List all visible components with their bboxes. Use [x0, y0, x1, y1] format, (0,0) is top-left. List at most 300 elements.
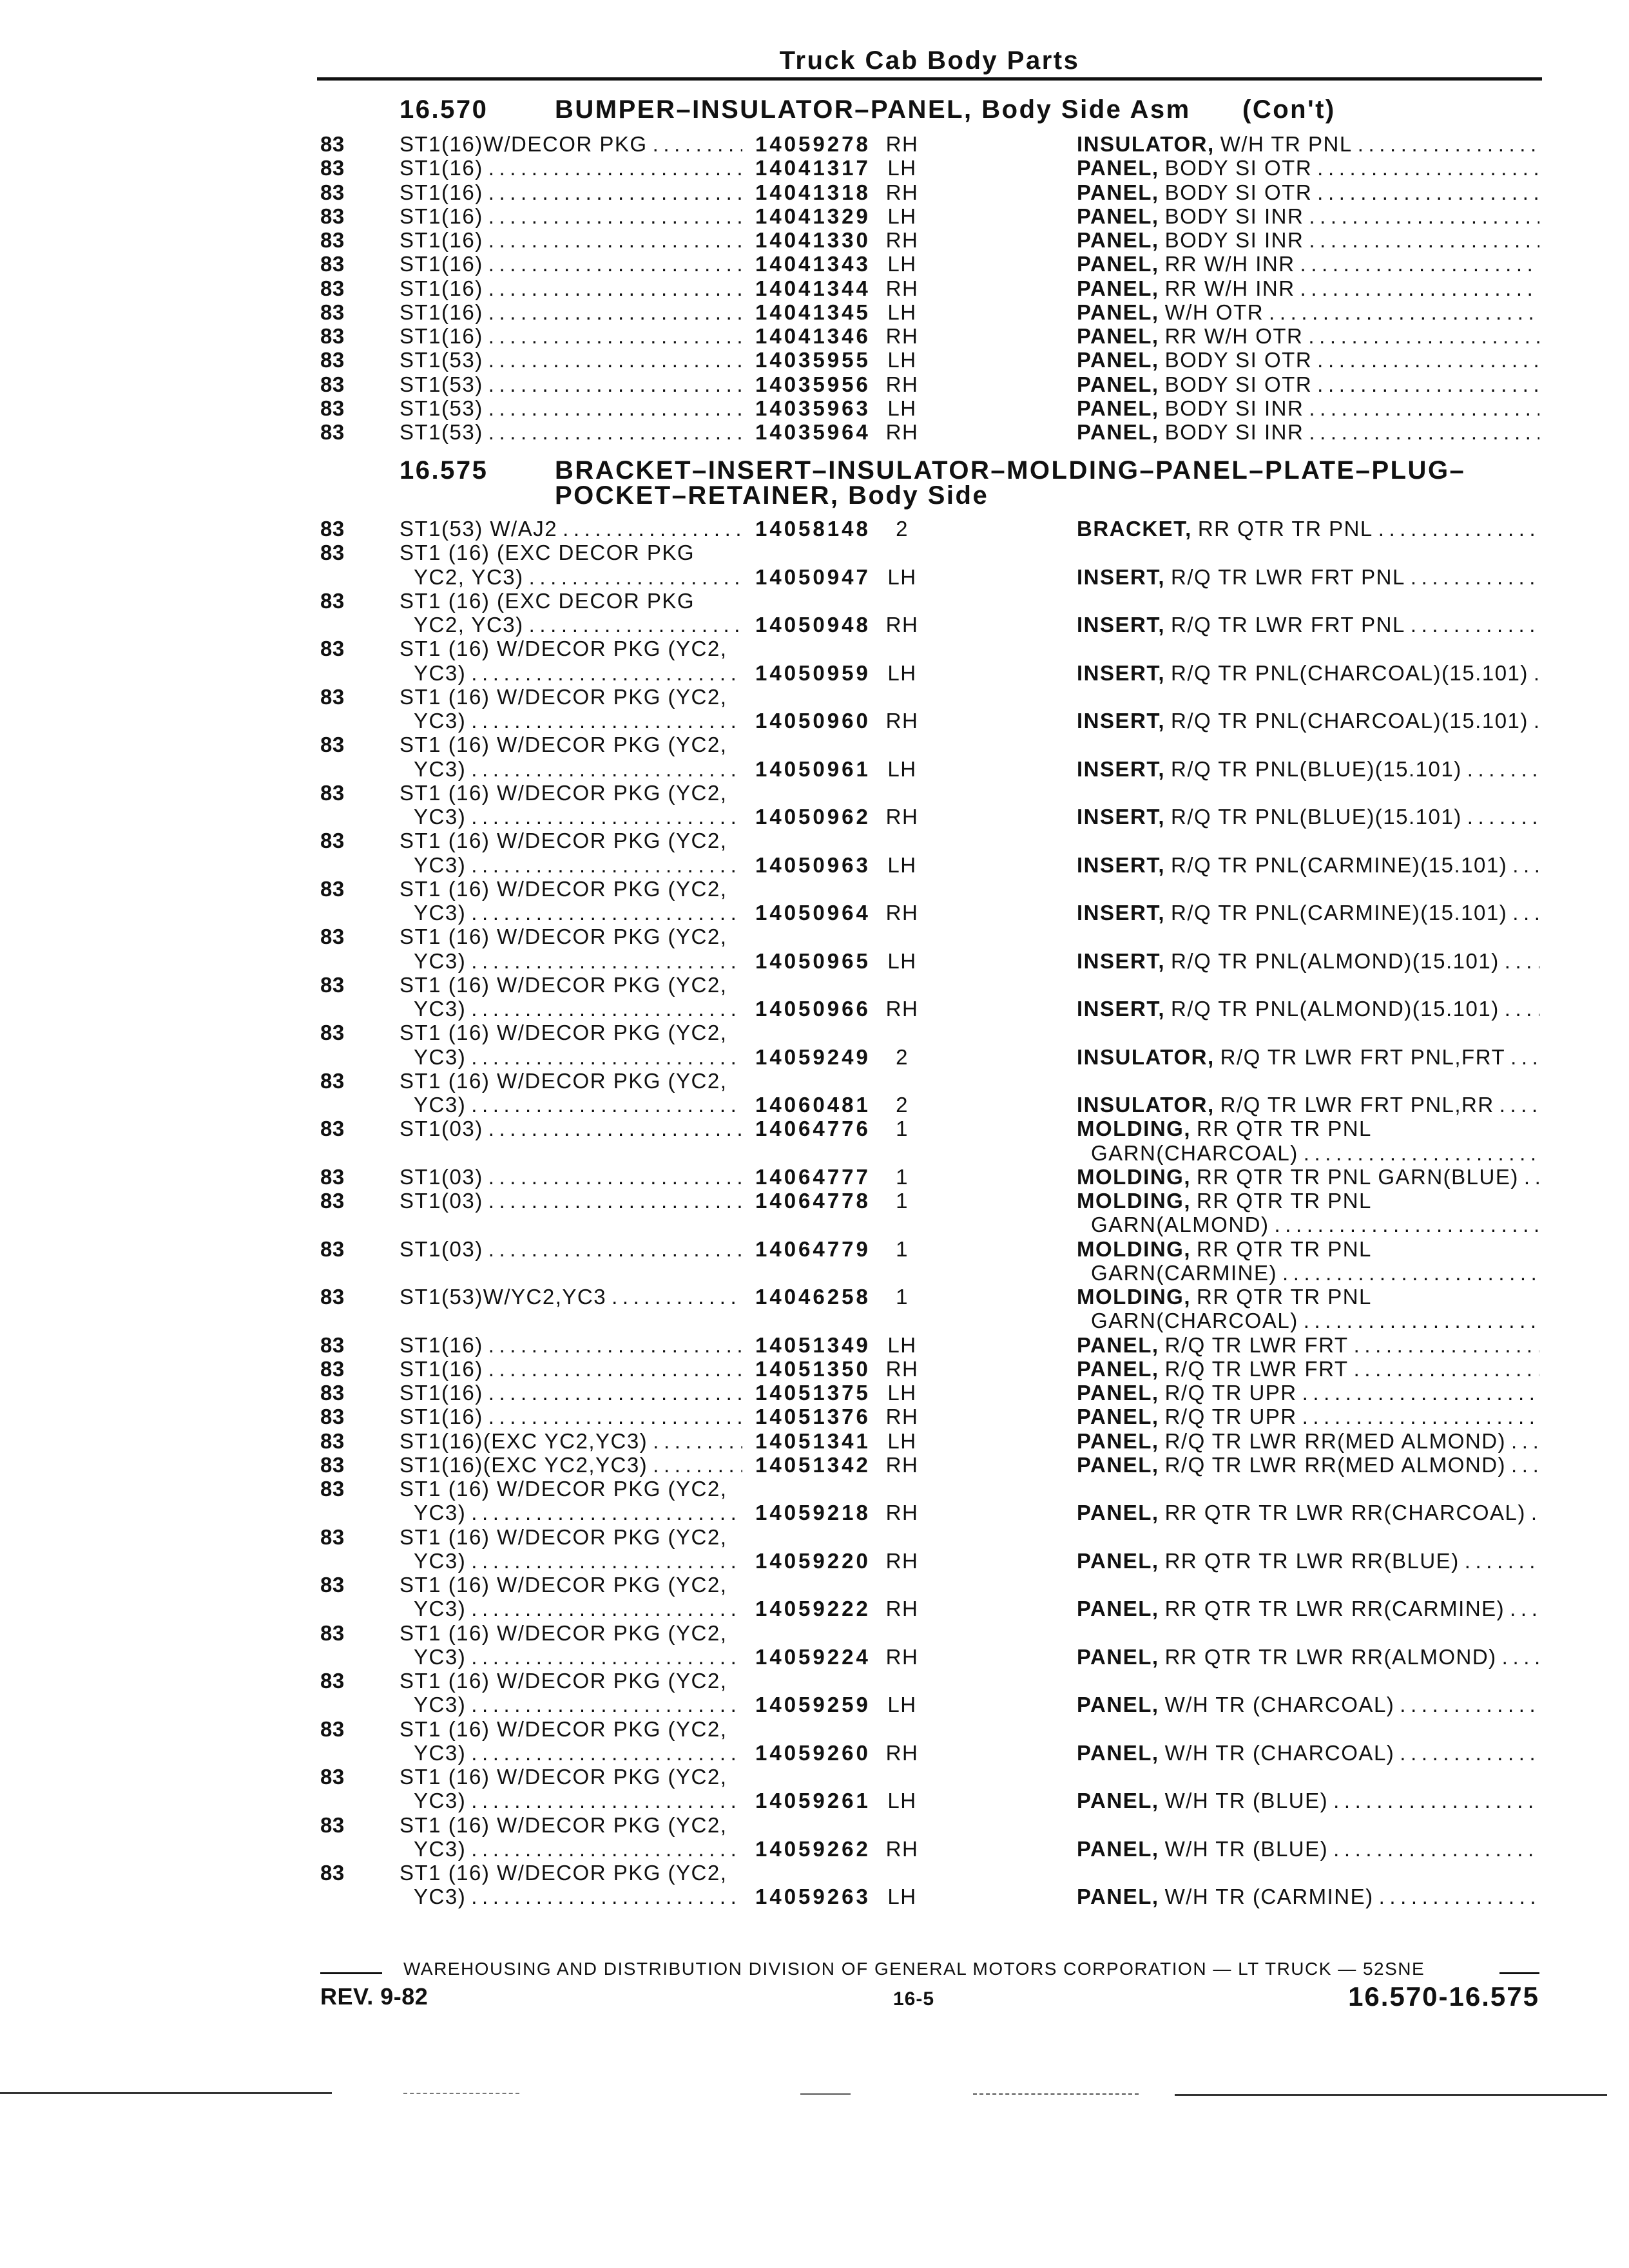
part-description — [1077, 613, 1539, 637]
application-description — [400, 324, 742, 348]
quantity: RH — [885, 997, 919, 1021]
leader-dots — [1519, 1165, 1539, 1189]
part-number: 14050964 — [755, 901, 871, 925]
leader-dots — [466, 1837, 742, 1861]
part-description — [1077, 1045, 1539, 1069]
application-description — [400, 252, 742, 276]
part-name: INSERT, — [1077, 997, 1166, 1021]
entry-code: 83 — [320, 1068, 345, 1093]
parts-entry — [0, 1861, 1629, 1909]
leader-dots — [466, 1045, 742, 1069]
parts-entry — [0, 1357, 1629, 1381]
application-description — [400, 1069, 742, 1093]
application-text: YC3) — [414, 1789, 467, 1813]
quantity: RH — [885, 901, 919, 925]
part-description — [1077, 709, 1539, 733]
part-description — [1077, 228, 1539, 252]
leader-dots — [1298, 1309, 1539, 1332]
application-text: ST1 (16) W/DECOR PKG (YC2, — [400, 1861, 728, 1885]
part-name: PANEL, — [1077, 1405, 1159, 1429]
leader-dots — [466, 709, 742, 733]
application-description — [400, 589, 742, 613]
part-name: MOLDING, — [1077, 1117, 1191, 1141]
part-number: 14041330 — [755, 228, 871, 252]
leader-dots — [1304, 396, 1539, 420]
entry-line — [0, 276, 1629, 300]
application-description — [400, 396, 742, 420]
parts-entry — [0, 1117, 1629, 1165]
part-detail: R/Q TR LWR FRT PNL,FRT — [1220, 1044, 1506, 1069]
parts-entry — [0, 781, 1629, 829]
quantity: 1 — [896, 1236, 909, 1261]
application-description — [400, 348, 742, 372]
part-detail: R/Q TR PNL(ALMOND)(15.101) — [1171, 948, 1499, 973]
part-name: PANEL, — [1077, 300, 1159, 324]
section-number: 16.570 — [400, 95, 488, 124]
part-description — [1077, 1453, 1539, 1477]
application-description — [400, 156, 742, 180]
parts-entry — [0, 733, 1629, 781]
leader-dots — [466, 805, 742, 829]
part-detail: R/Q TR PNL(BLUE)(15.101) — [1171, 756, 1462, 781]
part-name: PANEL, — [1077, 396, 1159, 420]
application-description — [414, 949, 742, 973]
quantity: RH — [885, 180, 919, 204]
part-name: INSULATOR, — [1077, 1044, 1215, 1069]
quantity: RH — [885, 276, 919, 300]
application-description — [414, 1885, 742, 1908]
quantity: LH — [887, 1332, 917, 1357]
quantity: RH — [885, 228, 919, 252]
entry-code: 83 — [320, 1452, 345, 1477]
footer-page-number: 16-5 — [892, 1988, 935, 2010]
leader-dots — [648, 132, 742, 156]
part-description — [1077, 348, 1539, 372]
part-detail: RR QTR TR LWR RR(CARMINE) — [1164, 1597, 1505, 1621]
application-description — [414, 1093, 742, 1117]
application-text: ST1 (16) W/DECOR PKG (YC2, — [400, 1716, 728, 1741]
entry-line — [0, 1573, 1629, 1597]
part-description — [1077, 372, 1539, 396]
leader-dots — [1312, 348, 1539, 372]
entry-code: 83 — [320, 1164, 345, 1189]
leader-dots — [483, 372, 742, 396]
part-name: PANEL, — [1077, 276, 1159, 300]
leader-dots — [483, 1117, 742, 1140]
leader-dots — [483, 1405, 742, 1428]
section-number: 16.575 — [400, 456, 488, 485]
entry-line — [0, 132, 1629, 156]
scan-artifact-line — [973, 2093, 1139, 2095]
leader-dots — [483, 228, 742, 252]
page-title: Truck Cab Body Parts — [779, 46, 1080, 75]
parts-entry — [0, 1453, 1629, 1477]
entry-code: 83 — [320, 1356, 345, 1381]
part-number: 14041329 — [755, 204, 871, 228]
entry-line — [0, 1813, 1629, 1837]
part-detail: R/Q TR LWR RR(MED ALMOND) — [1164, 1428, 1507, 1453]
entry-line — [0, 973, 1629, 997]
entry-line — [0, 1405, 1629, 1428]
entry-line — [0, 517, 1629, 541]
leader-dots — [466, 901, 742, 925]
part-number: 14064779 — [755, 1236, 871, 1261]
part-name: INSERT, — [1077, 564, 1166, 589]
application-text: YC3) — [414, 1836, 467, 1861]
entry-code: 83 — [320, 517, 345, 541]
catalog-section — [0, 97, 1629, 444]
leader-dots — [1373, 517, 1539, 541]
footer-rule-right — [1499, 1972, 1539, 1974]
part-number: 14064777 — [755, 1164, 871, 1189]
part-description — [1077, 1165, 1539, 1189]
entry-line — [0, 1117, 1629, 1140]
entry-line — [0, 300, 1629, 324]
application-description — [400, 1477, 742, 1501]
application-text: YC3) — [414, 1885, 467, 1909]
part-name: PANEL, — [1077, 1356, 1159, 1381]
part-description — [1077, 300, 1539, 324]
application-text: ST1(16)(EXC YC2,YC3) — [400, 1452, 648, 1477]
leader-dots — [1528, 661, 1539, 685]
part-name: PANEL, — [1077, 1693, 1159, 1717]
part-detail: R/Q TR PNL(CARMINE)(15.101) — [1171, 901, 1508, 925]
part-detail: R/Q TR PNL(CHARCOAL)(15.101) — [1171, 709, 1528, 733]
application-text: ST1 (16) W/DECOR PKG (YC2, — [400, 733, 728, 757]
leader-dots — [1494, 1093, 1539, 1117]
part-detail: BODY SI INR — [1164, 420, 1304, 444]
part-number: 14059222 — [755, 1597, 871, 1621]
part-description — [1077, 1597, 1539, 1620]
parts-entry — [0, 204, 1629, 228]
entry-line — [0, 1837, 1629, 1861]
application-text: ST1(03) — [400, 1117, 483, 1141]
entry-code: 83 — [320, 396, 345, 420]
part-name: MOLDING, — [1077, 1164, 1191, 1189]
leader-dots — [1507, 853, 1539, 877]
part-detail: R/Q TR UPR — [1164, 1405, 1297, 1429]
entry-line — [0, 1477, 1629, 1501]
application-description — [400, 685, 742, 709]
part-detail: RR QTR TR PNL — [1196, 1285, 1372, 1309]
entry-line — [0, 1357, 1629, 1381]
application-description — [414, 1789, 742, 1812]
part-detail: R/Q TR LWR FRT PNL — [1171, 613, 1405, 637]
application-description — [414, 1549, 742, 1573]
part-name: PANEL, — [1077, 180, 1159, 204]
entry-line — [0, 1789, 1629, 1812]
parts-entry — [0, 132, 1629, 156]
parts-entry — [0, 324, 1629, 348]
quantity: LH — [887, 348, 917, 372]
quantity: 1 — [896, 1285, 909, 1309]
entry-line — [0, 661, 1629, 685]
application-description — [400, 1405, 742, 1428]
leader-dots — [1277, 1261, 1539, 1285]
part-number: 14059249 — [755, 1044, 871, 1069]
part-description — [1077, 1117, 1539, 1140]
part-name: INSULATOR, — [1077, 1093, 1215, 1117]
application-text: ST1 (16) W/DECOR PKG (YC2, — [400, 1669, 728, 1693]
part-description — [1077, 1501, 1539, 1524]
entry-line — [0, 1141, 1629, 1165]
part-name: PANEL, — [1077, 1501, 1159, 1525]
application-description — [400, 1453, 742, 1477]
part-name: INSERT, — [1077, 948, 1166, 973]
entry-line — [0, 1861, 1629, 1885]
part-number: 14059262 — [755, 1836, 871, 1861]
application-description — [400, 1765, 742, 1789]
part-description — [1077, 1333, 1539, 1357]
part-number: 14035956 — [755, 372, 871, 396]
leader-dots — [483, 300, 742, 324]
part-detail: R/Q TR LWR FRT PNL,RR — [1220, 1093, 1494, 1117]
entry-line — [0, 1237, 1629, 1261]
leader-dots — [483, 1237, 742, 1261]
leader-dots — [1304, 420, 1539, 444]
application-description — [400, 420, 742, 444]
part-description — [1077, 661, 1539, 685]
leader-dots — [524, 613, 742, 637]
application-text: ST1 (16) W/DECOR PKG (YC2, — [400, 925, 728, 949]
application-text: ST1 (16) W/DECOR PKG (YC2, — [400, 1021, 728, 1045]
part-description — [1077, 396, 1539, 420]
parts-entry — [0, 372, 1629, 396]
application-text: ST1(16) — [400, 276, 483, 300]
application-description — [400, 1717, 742, 1741]
parts-entry — [0, 1717, 1629, 1765]
part-detail: R/Q TR PNL(CARMINE)(15.101) — [1171, 852, 1508, 877]
parts-entry — [0, 348, 1629, 372]
parts-list — [0, 132, 1629, 444]
part-number: 14035963 — [755, 396, 871, 420]
part-detail: RR QTR TR PNL — [1197, 517, 1373, 541]
part-detail: RR QTR TR LWR RR(ALMOND) — [1164, 1644, 1497, 1669]
application-text: YC3) — [414, 1597, 467, 1621]
parts-entry — [0, 1477, 1629, 1525]
entry-line — [0, 1285, 1629, 1309]
part-number: 14059218 — [755, 1501, 871, 1525]
entry-code: 83 — [320, 1524, 345, 1549]
part-description — [1077, 132, 1539, 156]
part-name: PANEL, — [1077, 420, 1159, 444]
part-name: PANEL, — [1077, 228, 1159, 252]
application-text: ST1(16) — [400, 204, 483, 228]
leader-dots — [1295, 276, 1539, 300]
entry-line — [0, 997, 1629, 1021]
part-detail: R/Q TR LWR FRT PNL — [1171, 564, 1405, 589]
part-detail: RR QTR TR PNL — [1196, 1189, 1372, 1213]
application-text: YC3) — [414, 709, 467, 733]
entry-code: 83 — [320, 180, 345, 204]
part-description — [1077, 324, 1539, 348]
leader-dots — [483, 180, 742, 204]
part-detail: RR QTR TR PNL — [1196, 1236, 1372, 1261]
application-description — [414, 1501, 742, 1524]
quantity: RH — [885, 1836, 919, 1861]
part-detail: W/H TR (CHARCOAL) — [1164, 1740, 1395, 1765]
entry-line — [0, 1741, 1629, 1765]
part-description — [1077, 901, 1539, 925]
parts-entry — [0, 637, 1629, 685]
application-text: ST1(16) — [400, 1405, 483, 1429]
scan-artifact-line — [800, 2093, 851, 2095]
application-text: ST1(53) — [400, 396, 483, 420]
part-name: PANEL, — [1077, 252, 1159, 276]
application-description — [400, 1861, 742, 1885]
leader-dots — [466, 853, 742, 877]
leader-dots — [1298, 1141, 1539, 1165]
footer-revision: REV. 9-82 — [320, 1983, 429, 2010]
entry-code: 83 — [320, 324, 345, 348]
quantity: LH — [887, 252, 917, 276]
leader-dots — [524, 565, 742, 589]
application-description — [400, 1117, 742, 1140]
application-text: ST1 (16) (EXC DECOR PKG — [400, 541, 695, 565]
part-number: 14051375 — [755, 1381, 871, 1405]
application-description — [400, 1621, 742, 1645]
application-text: YC3) — [414, 1093, 467, 1117]
part-description — [1077, 1189, 1539, 1213]
part-detail: RR QTR TR LWR RR(CHARCOAL) — [1164, 1501, 1526, 1525]
scan-artifact-line — [0, 2092, 332, 2094]
entry-code: 83 — [320, 228, 345, 252]
application-text: YC3) — [414, 660, 467, 685]
entry-code: 83 — [320, 733, 345, 757]
part-number: 14051376 — [755, 1405, 871, 1429]
quantity: RH — [885, 1405, 919, 1429]
leader-dots — [466, 1093, 742, 1117]
part-number: 14050947 — [755, 564, 871, 589]
quantity: LH — [887, 1789, 917, 1813]
part-description — [1091, 1141, 1539, 1165]
leader-dots — [1304, 204, 1539, 228]
quantity: 2 — [896, 517, 909, 541]
entry-line — [0, 156, 1629, 180]
quantity: 2 — [896, 1093, 909, 1117]
entry-line — [0, 372, 1629, 396]
header-rule — [317, 77, 1542, 81]
parts-entry — [0, 1669, 1629, 1717]
application-description — [400, 1285, 742, 1309]
quantity: LH — [887, 204, 917, 228]
quantity: RH — [885, 420, 919, 444]
parts-entry — [0, 925, 1629, 973]
application-text: ST1(03) — [400, 1189, 483, 1213]
leader-dots — [1506, 1429, 1539, 1453]
part-number: 14041345 — [755, 300, 871, 324]
parts-entry — [0, 1381, 1629, 1405]
application-description — [414, 997, 742, 1021]
application-text: ST1(16) — [400, 1332, 483, 1357]
continued-label: (Con't) — [1242, 95, 1336, 124]
part-name: PANEL, — [1077, 348, 1159, 372]
part-detail: R/Q TR PNL(CHARCOAL)(15.101) — [1171, 660, 1528, 685]
entry-line — [0, 1165, 1629, 1189]
application-text: YC3) — [414, 1740, 467, 1765]
quantity: 2 — [896, 1044, 909, 1069]
part-number: 14050965 — [755, 948, 871, 973]
part-number: 14058148 — [755, 517, 871, 541]
parts-entry — [0, 1765, 1629, 1813]
application-text: ST1(03) — [400, 1236, 483, 1261]
leader-dots — [1528, 709, 1539, 733]
leader-dots — [1269, 1213, 1539, 1236]
part-number: 14041318 — [755, 180, 871, 204]
entry-line — [0, 541, 1629, 564]
application-description — [414, 853, 742, 877]
parts-entry — [0, 276, 1629, 300]
part-number: 14051342 — [755, 1452, 871, 1477]
quantity: RH — [885, 1501, 919, 1525]
entry-code: 83 — [320, 1716, 345, 1741]
part-detail: W/H TR (CARMINE) — [1164, 1885, 1374, 1909]
parts-entry — [0, 300, 1629, 324]
parts-entry — [0, 156, 1629, 180]
application-text: YC3) — [414, 805, 467, 829]
application-text: ST1 (16) W/DECOR PKG (YC2, — [400, 1573, 728, 1597]
parts-list — [0, 517, 1629, 1909]
application-text: ST1(16) — [400, 228, 483, 252]
application-description — [414, 613, 742, 637]
leader-dots — [466, 1693, 742, 1716]
application-description — [414, 1837, 742, 1861]
leader-dots — [483, 204, 742, 228]
entry-line — [0, 1693, 1629, 1716]
application-text: ST1(16)W/DECOR PKG — [400, 132, 648, 156]
quantity: LH — [887, 1381, 917, 1405]
part-detail: RR QTR TR LWR RR(BLUE) — [1164, 1548, 1460, 1573]
part-number: 14059220 — [755, 1548, 871, 1573]
application-description — [400, 1573, 742, 1597]
part-number: 14041346 — [755, 324, 871, 348]
leader-dots — [466, 1501, 742, 1524]
application-text: ST1 (16) W/DECOR PKG (YC2, — [400, 1765, 728, 1789]
leader-dots — [1462, 805, 1539, 829]
leader-dots — [1507, 901, 1539, 925]
part-description — [1077, 1381, 1539, 1405]
part-name: MOLDING, — [1077, 1285, 1191, 1309]
part-detail: RR QTR TR PNL GARN(BLUE) — [1196, 1164, 1519, 1189]
part-detail: W/H OTR — [1164, 300, 1264, 324]
part-detail: R/Q TR PNL(BLUE)(15.101) — [1171, 805, 1462, 829]
entry-code: 83 — [320, 829, 345, 853]
entry-line — [0, 637, 1629, 660]
application-text: ST1 (16) W/DECOR PKG (YC2, — [400, 1068, 728, 1093]
parts-entry — [0, 589, 1629, 637]
entry-line — [0, 877, 1629, 901]
leader-dots — [1405, 565, 1539, 589]
quantity: RH — [885, 372, 919, 396]
section-title — [555, 97, 1629, 122]
parts-entry — [0, 1621, 1629, 1669]
part-description — [1077, 1789, 1539, 1812]
part-description — [1077, 997, 1539, 1021]
part-name: INSERT, — [1077, 901, 1166, 925]
application-text: ST1(16) — [400, 156, 483, 180]
quantity: RH — [885, 1452, 919, 1477]
parts-entry — [0, 1813, 1629, 1861]
application-description — [414, 1045, 742, 1069]
application-description — [400, 300, 742, 324]
part-number: 14059261 — [755, 1789, 871, 1813]
entry-line — [0, 1093, 1629, 1117]
application-text: ST1 (16) W/DECOR PKG (YC2, — [400, 637, 728, 661]
application-text: ST1(53) W/AJ2 — [400, 517, 558, 541]
entry-line — [0, 348, 1629, 372]
entry-code: 83 — [320, 925, 345, 949]
part-description — [1077, 517, 1539, 541]
